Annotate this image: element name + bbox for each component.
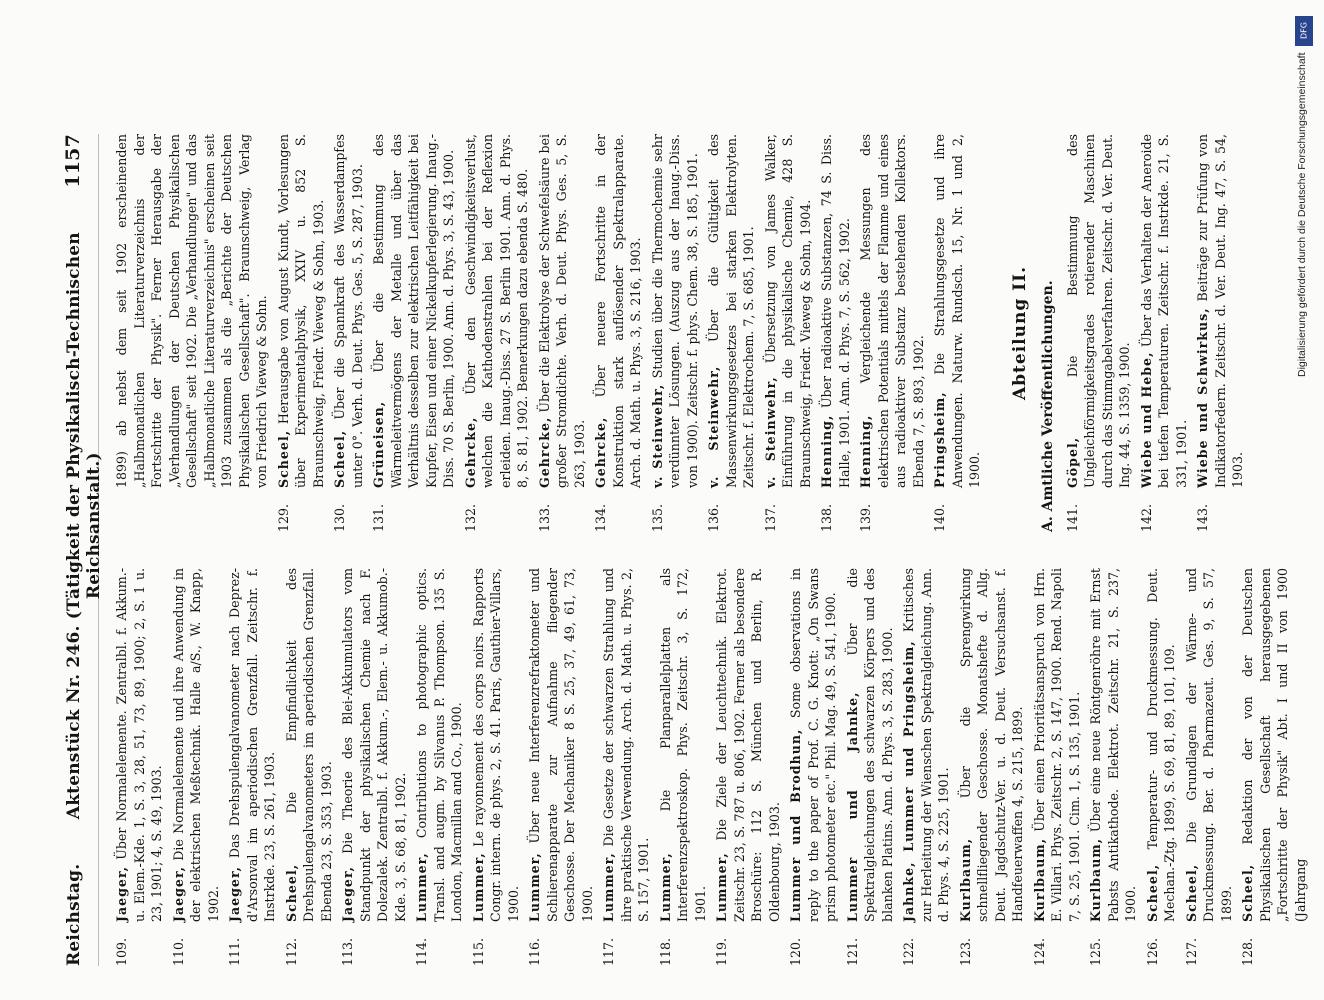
- entry-body: Über das Verhalten der Aneroide bei tiefen Temperaturen. Zeitschr. f. Instrkde. 21, S. 331, 1901.: [1138, 134, 1189, 488]
- entry-body: Das Drehspulengalvanometer nach Deprez-d'Arsonval im aperiodischen Grenzfall. Zeitschr. f. Instrkde. 23, S. 261, 1903.: [227, 568, 277, 922]
- entry-text: [844, 568, 897, 922]
- entry-body: Über eine neue Röntgenröhre mit Ernst Pabsts Antikathode. Elektrot. Zeitschr. 21, S. 237, 1900.: [1088, 568, 1138, 922]
- entry-number: 123.: [957, 937, 973, 966]
- entry-number: 119.: [714, 937, 729, 966]
- entry-text: [1183, 568, 1236, 922]
- entry-number: 109.: [114, 937, 129, 966]
- entry-body: Studien über die Thermochemie sehr verdünnter Lösungen. (Auszug aus der Inaug.-Diss. von 1900). Zeitschr. f. phys. Chem. 38, S. 185, 1901.: [649, 134, 700, 488]
- entry-number: 122.: [901, 937, 916, 966]
- entry-number: 125.: [1088, 937, 1103, 966]
- entry-body: Kritisches zur Herleitung der Wienschen Spektralgleichung. Ann. d. Phys. 4, S. 225, 1901.: [901, 568, 951, 922]
- entry-text: [649, 134, 702, 488]
- entry-body: Über Normalelemente. Zentralbl. f. Akkum.- u. Elem.-Kde. 1, S. 3, 28, 51, 73, 89, 1900; 2, S. 1 u. 23, 1901; 4, S. 49, 1903.: [114, 568, 164, 922]
- bibliography-entry: [283, 568, 336, 966]
- bibliography-entry: [170, 568, 223, 966]
- entry-author: Scheel,: [1240, 863, 1255, 922]
- entry-number: 112.: [283, 937, 299, 966]
- entry-text: [462, 134, 532, 488]
- entry-body: Die Bestimmung des Ungleichförmigkeitsgrades rotierender Maschinen durch das Stimmgabelverfahren. Zeitschr. d. Ver. Deut. Ing. 44, S. 1359, 1900.: [1064, 134, 1132, 488]
- entry-author: v. Steinwehr,: [649, 383, 665, 488]
- entry-text: [170, 568, 223, 922]
- entry-author: v. Steinwehr,: [762, 376, 778, 488]
- entry-number: 126.: [1144, 937, 1160, 966]
- entry-text: [857, 134, 927, 488]
- entry-number: 115.: [470, 937, 486, 966]
- entry-text: [331, 134, 366, 488]
- entry-text: [762, 134, 815, 488]
- left-column: [113, 568, 1308, 966]
- entry-number: 139.: [858, 503, 873, 532]
- entry-author: Pringsheim,: [932, 391, 947, 488]
- entry-author: Lummer,: [470, 852, 486, 922]
- entry-author: Gehrcke,: [536, 416, 552, 488]
- entry-body: Über neue Interferenzrefraktometer und Schlierenapparate zur Aufnahme fliegender Geschosse. Der Mechaniker 8 S. 25, 37, 49, 61, 73, 1900.: [527, 568, 595, 922]
- bibliography-entry: [1138, 134, 1191, 532]
- entry-number: 114.: [414, 937, 429, 966]
- bibliography-entry: [649, 134, 702, 532]
- entry-author: Scheel,: [275, 429, 291, 488]
- entry-number: 120.: [788, 937, 803, 966]
- entry-body: Die Normalelemente und ihre Anwendung in der elektrischen Meßtechnik. Halle a/S., W. Knapp, 1902.: [170, 568, 221, 922]
- entry-body: Herausgabe von August Kundt, Vorlesungen über Experimentalphysik, XXIV u. 852 S. Braunschweig, Friedr. Vieweg & Sohn, 1903.: [275, 134, 326, 488]
- entry-author: Scheel,: [1183, 863, 1199, 922]
- entry-author: Lummer,: [657, 852, 673, 922]
- entry-number: 127.: [1183, 937, 1199, 966]
- entry-number: 117.: [601, 937, 616, 966]
- entry-text: [275, 134, 328, 488]
- entry-body: Übersetzung von James Walker, Einführung in die physikalische Chemie, 428 S. Braunschweig, Friedr. Vieweg & Sohn, 1904.: [762, 134, 813, 488]
- entry-author: Lummer und Brodhun,: [788, 728, 803, 922]
- bibliography-entry: [705, 134, 758, 532]
- bibliography-entry: [339, 568, 409, 966]
- entry-author: Lummer,: [527, 852, 542, 922]
- entry-number: 118.: [657, 937, 673, 966]
- entry-author: Grüneisen,: [371, 400, 386, 488]
- digitization-credit: [1288, 8, 1322, 992]
- entry-number: 142.: [1138, 503, 1154, 532]
- entry-author: Göpel,: [1064, 436, 1080, 488]
- right-column-entries: [113, 134, 984, 532]
- entry-number: 138.: [819, 503, 834, 532]
- bibliography-entry: [536, 134, 589, 532]
- bibliography-entry: [657, 568, 710, 966]
- entry-text: [787, 568, 840, 922]
- entry-body: Die Gesetze der schwarzen Strahlung und ihre praktische Verwendung. Arch. d. Math. u. Phys. 2, S. 157, 1901.: [601, 568, 651, 922]
- bibliography-entry: [462, 134, 532, 532]
- bibliography-entry: [787, 568, 840, 966]
- entry-text: [705, 134, 758, 488]
- page-number: 1157: [62, 134, 84, 188]
- entry-number: 130.: [332, 503, 347, 532]
- entry-author: Scheel,: [283, 863, 299, 922]
- entry-number: 113.: [340, 937, 355, 966]
- entry-author: Lummer und Jahnke,: [844, 691, 860, 922]
- entry-author: v. Steinwehr,: [706, 365, 721, 488]
- entry-author: Kurlbaum,: [957, 837, 973, 922]
- entry-body: Redaktion der von der Deutschen Physikalischen Gesellschaft herausgegebenen „Fortschritte der Physik" Abt. I und II von 1900 (Jahrgang: [1240, 568, 1308, 922]
- entry-number: 143.: [1195, 503, 1210, 532]
- bibliography-entry: [1031, 568, 1084, 966]
- bibliography-entry: [470, 568, 523, 966]
- entry-body: Die Grundlagen der Wärme- und Druckmessung. Ber. d. Pharmazeut. Ges. 9, S. 57, 1899.: [1183, 568, 1234, 922]
- credit-text: Digitalisierung gefördert durch die Deutsche Forschungsgemeinschaft: [1296, 52, 1308, 377]
- entry-text: [226, 568, 279, 922]
- bibliography-entry: [762, 134, 815, 532]
- entry-author: Jaeger,: [227, 865, 242, 922]
- bibliography-entry: [331, 134, 366, 532]
- entry-body: Über die Elektrolyse der Schwefelsäure bei großer Stromdichte. Verh. d. Deut. Phys. Ges. 5, S. 263, 1903.: [536, 134, 587, 488]
- entry-number: 136.: [706, 503, 721, 532]
- bibliography-entry: [1144, 568, 1179, 966]
- bibliography-entry: [1183, 568, 1236, 966]
- bibliography-entry: [857, 134, 927, 532]
- entry-text: [526, 568, 596, 922]
- entry-author: Jaeger,: [340, 865, 355, 922]
- entry-body: Die Ziele der Leuchttechnik. Elektrot. Zeitschr. 23, S. 787 u. 806, 1902. Ferner als besondere Broschüre: 112 S. München und Berlin, R. Oldenbourg, 1903.: [714, 568, 782, 922]
- entry-body: Über die Bestimmung des Wärmeleitvermögens der Metalle und über das Verhältnis desselben zur elektrischen Leitfähigkeit bei Kupfer, Eisen und einer Nickelkupferlegierung. Inaug.-Diss. 70 S. Berlin, 1900. Ann. d. Phys. 3, S. 43, 1900.: [371, 134, 456, 488]
- entry-number: 135.: [649, 503, 665, 532]
- entry-author: Wiebe und Hebe,: [1138, 351, 1154, 488]
- entry-number: 110.: [170, 937, 186, 966]
- entry-text: [657, 568, 710, 922]
- entry-number: 131.: [371, 503, 386, 532]
- bibliography-entry: [818, 134, 853, 532]
- right-column-entries-after: [1064, 134, 1247, 532]
- entry-body: Die Strahlungsgesetze und ihre Anwendungen. Naturw. Rundsch. 15, Nr. 1 und 2, 1900.: [932, 134, 982, 488]
- entry-text: [931, 134, 984, 488]
- entry-text: [1064, 134, 1134, 488]
- entry-body: Über neuere Fortschritte in der Konstruktion stark auflösender Spektralapparate. Arch. d. Math. u. Phys. 3, S. 216, 1903.: [593, 134, 643, 488]
- entry-text: [1194, 134, 1247, 488]
- header-title: Aktenstück Nr. 246. (Tätigkeit der Physikalisch-Technischen Reichsanstalt.): [64, 232, 104, 820]
- entry-text: [536, 134, 589, 488]
- entry-author: Scheel,: [332, 429, 347, 488]
- entry-text: [1087, 568, 1140, 922]
- dfg-logo: DFG: [1295, 16, 1313, 46]
- entry-body: Temperatur- und Druckmessung. Deut. Mechan.-Ztg. 1899, S. 69, 81, 89, 101, 109.: [1144, 568, 1177, 922]
- entry-text: [470, 568, 523, 922]
- bibliography-entry: [1194, 134, 1247, 532]
- entry-number: 111.: [227, 937, 242, 966]
- right-column: [113, 134, 1245, 532]
- entry-number: 133.: [536, 503, 552, 532]
- bibliography-entry: [413, 568, 466, 966]
- bibliography-entry: [226, 568, 279, 966]
- bibliography-entry: [1064, 134, 1134, 532]
- entry-number: 140.: [932, 503, 947, 532]
- entry-body: Some observations in reply to the paper of Prof. C. G. Knott: „On Swans prism photometer etc." Phil. Mag. 49, S. 541, 1900.: [788, 568, 838, 922]
- entry-body: Über die Gültigkeit des Massenwirkungsgesetzes bei starken Elektrolyten. Zeitschr. f. Elektrochem. 7, S. 685, 1901.: [706, 134, 756, 488]
- bibliography-entry: [370, 134, 458, 532]
- entry-text: [592, 134, 645, 488]
- entry-body: Über die Spannkraft des Wasserdampfes unter 0°. Verh. d. Deut. Phys. Ges. 5, S. 287, 1903.: [332, 134, 365, 488]
- bibliography-entry: [844, 568, 897, 966]
- bibliography-entry: [113, 568, 166, 966]
- entry-author: Jahnke, Lummer und Pringsheim,: [901, 640, 916, 922]
- bibliography-entry: [600, 568, 653, 966]
- entry-body: Über radioaktive Substanzen, 74 S. Diss. Halle, 1901. Ann. d. Phys. 7, S. 562, 1902.: [819, 134, 852, 488]
- entry-author: Gehrcke,: [462, 416, 478, 488]
- entry-body: Über die Spektralgleichungen des schwarzen Körpers und des blanken Platins. Ann. d. Phys. 3, S. 283, 1900.: [844, 568, 895, 922]
- entry-text: [900, 568, 953, 922]
- entry-number: 141.: [1064, 503, 1080, 532]
- entry-text: [283, 568, 336, 922]
- bibliography-entry: [592, 134, 645, 532]
- entry-body: Über die Sprengwirkung schnellfliegender Geschosse. Monatshefte d. Allg. Deut. Jagdschutz-Ver. u. d. Deut. Versuchsanst. f. Handfeuerwaffen 4, S. 215, 1899.: [957, 568, 1025, 922]
- entry-text: [600, 568, 653, 922]
- entry-body: Vergleichende Messungen des elektrischen Potentials mittels der Flamme und eines aus radioaktiver Substanz bestehenden Kollektors. Ebenda 7, S. 893, 1902.: [858, 134, 926, 488]
- entry-author: Lummer,: [414, 852, 429, 922]
- entry-author: Wiebe und Schwirkus,: [1195, 307, 1210, 488]
- entry-number: 124.: [1031, 937, 1047, 966]
- entry-body: Die Planparallelplatten als Interferenzspektroskop. Phys. Zeitschr. 3, S. 172, 1901.: [657, 568, 708, 922]
- entry-author: Scheel,: [1144, 863, 1160, 922]
- entry-body: Über den Geschwindigkeitsverlust, welchen die Kathodenstrahlen bei der Reflexion erleiden. Inaug.-Diss. 27 S. Berlin 1901. Ann. d. Phys. 8, S. 81, 1902. Bemerkungen dazu ebenda S. 480.: [462, 134, 530, 488]
- bibliography-entry: [931, 134, 984, 532]
- entry-text: [818, 134, 853, 488]
- entry-body: Über einen Prioritätsanspruch von Hrn. E. Villari. Phys. Zeitschr. 2, S. 147, 1900. Rend. Napoli 7, S. 25, 1901. Cim. 1, S. 135, 1901.: [1031, 568, 1082, 922]
- entry-body: Le rayonnement des corps noirs. Rapports Congr. intern. de phys. 2, S. 41. Paris, Gauthier-Villars, 1900.: [470, 568, 521, 922]
- page-header: [62, 134, 104, 966]
- bibliography-entry: [113, 134, 271, 532]
- bibliography-entry: [1087, 568, 1140, 966]
- entry-body: Beiträge zur Prüfung von Indikatorfedern. Zeitschr. d. Ver. Deut. Ing. 47, S. 54, 1903.: [1195, 134, 1245, 488]
- entry-number: 116.: [527, 937, 542, 966]
- entry-text: [713, 568, 783, 922]
- bibliography-entry: [526, 568, 596, 966]
- entry-text: [113, 568, 166, 922]
- entry-author: Lummer,: [601, 852, 616, 922]
- bibliography-entry: [957, 568, 1027, 966]
- entry-author: Henning,: [858, 414, 873, 488]
- subsection-heading: A. Amtliche Veröffentlichungen.: [1039, 280, 1056, 532]
- entry-number: 129.: [275, 503, 291, 532]
- entry-text: [957, 568, 1027, 922]
- bibliography-entry: [713, 568, 783, 966]
- entry-author: Jaeger,: [170, 865, 186, 922]
- entry-author: Kurlbaum,: [1088, 837, 1103, 922]
- entry-number: 137.: [762, 503, 778, 532]
- section-heading: Abteilung II.: [1009, 266, 1030, 401]
- entry-body: Die Empfindlichkeit des Drehspulengalvanometers im aperiodischen Grenzfall. Ebenda 23, S. 353, 1903.: [283, 568, 334, 922]
- entry-text: [113, 134, 271, 532]
- entry-text: [1031, 568, 1084, 922]
- entry-text: [339, 568, 409, 922]
- entry-author: Jaeger,: [114, 865, 129, 922]
- entry-number: 132.: [462, 503, 478, 532]
- entry-author: Henning,: [819, 414, 834, 488]
- entry-body: Die Theorie des Blei-Akkumulators vom Standpunkt der physikalischen Chemie nach F. Dolezalek. Zentralbl. f. Akkum.-, Elem.- u. Akkumob.-Kde. 3, S. 68, 81, 1902.: [340, 568, 408, 922]
- entry-text: [1138, 134, 1191, 488]
- header-left: Reichstag.: [64, 863, 84, 966]
- entry-author: Gehrcke,: [593, 416, 608, 488]
- entry-author: Kurlbaum,: [1031, 837, 1047, 922]
- entry-text: [413, 568, 466, 922]
- entry-text: [370, 134, 458, 488]
- entry-number: 128.: [1240, 937, 1255, 966]
- entry-body: 1899) ab nebst dem seit 1902 erscheinenden „Halbmonatlichen Literaturverzeichnis der Fortschritte der Physik". Ferner Herausgabe der „Verhandlungen der Deutschen Physikalischen Gesellschaft" seit 1902. Die „Verhandlungen" und das „Halbmonatliche Literaturverzeichnis" erscheinen seit 1903 zusammen als die „Berichte der Deutschen Physikalischen Gesellschaft". Braunschweig, Verlag von Friedrich Vieweg & Sohn.: [114, 134, 269, 488]
- entry-number: 134.: [593, 503, 608, 532]
- entry-text: [1144, 568, 1179, 922]
- entry-author: Lummer,: [714, 852, 729, 922]
- entry-body: Contributions to photographic optics. Transl. and augm. by Silvanus P. Thompson. 135 S. London, Macmillan and Co., 1900.: [414, 568, 464, 922]
- entry-number: 121.: [844, 937, 860, 966]
- bibliography-entry: [275, 134, 328, 532]
- bibliography-entry: [900, 568, 953, 966]
